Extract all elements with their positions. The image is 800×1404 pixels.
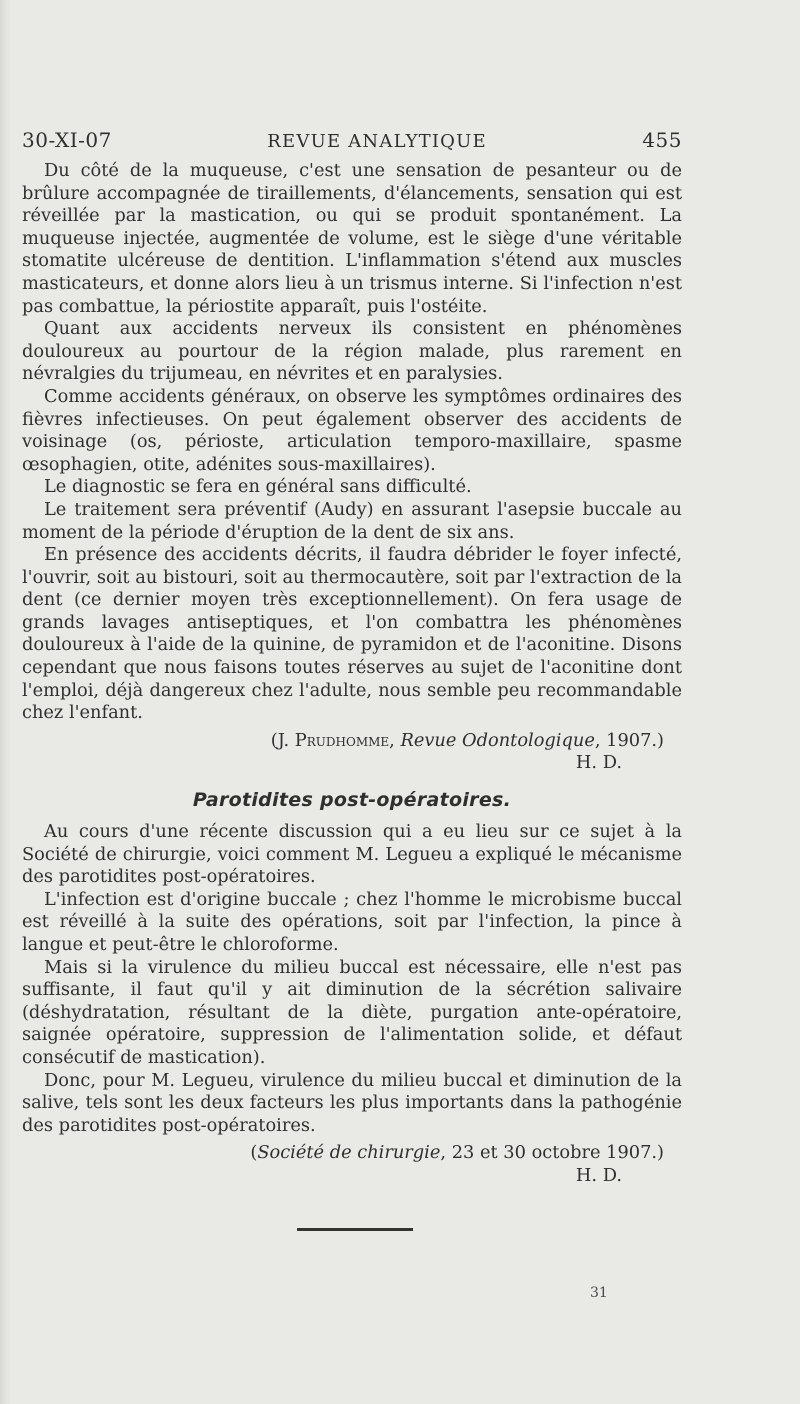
page-content xyxy=(22,128,682,1231)
article-2 xyxy=(22,821,682,1188)
author-initials: H. D. xyxy=(575,752,622,774)
paragraph: En présence des accidents décrits, il faudra débrider le foyer infecté, l'ouvrir, soit au bistouri, soit au thermocautère, soit par l'extraction de la dent (ce dernier moyen très exceptionnellement). On fera usage de grands lavages antiseptiques, et l'on combattra les phénomènes douloureux à l'aide de la quinine, de pyramidon et de l'aconitine. Disons cependant que nous faisons toutes réserves au sujet de l'aconitine dont l'emploi, déjà dangereux chez l'adulte, nous semble peu recommandable chez l'enfant. xyxy=(22,544,682,724)
paragraph: Le traitement sera préventif (Audy) en assurant l'asepsie buccale au moment de la période d'éruption de la dent de six ans. xyxy=(22,498,682,543)
page-edge xyxy=(0,0,10,1404)
article-1 xyxy=(22,160,682,775)
citation xyxy=(22,730,682,753)
citation-author: Prudhomme xyxy=(294,729,390,751)
paragraph: Du côté de la muqueuse, c'est une sensation de pesanteur ou de brûlure accompagnée de tiraillements, d'élancements, sensation qui est réveillée par la mastication, ou qui se produit spontanément. La muqueuse injectée, augmentée de volume, est le siège d'une véritable stomatite ulcéreuse de dentition. L'inflammation s'étend aux muscles masticateurs, et donne alors lieu à un trismus interne. Si l'infection n'est pas combattue, la périostite apparaît, puis l'ostéite. xyxy=(22,160,682,317)
paragraph: L'infection est d'origine buccale ; chez l'homme le microbisme buccal est réveillé à la suite des opérations, soit par l'infection, la pince à langue et peut-être le chloroforme. xyxy=(22,888,682,955)
citation-close: , 1907.) xyxy=(594,729,664,751)
citation-source: Revue Odontologique xyxy=(400,729,595,751)
paragraph: Au cours d'une récente discussion qui a eu lieu sur ce sujet à la Société de chirurgie, voici comment M. Legueu a expliqué le mécanisme des parotidites post-opératoires. xyxy=(22,821,682,888)
author-initials: H. D. xyxy=(575,1164,622,1186)
page-number: 455 xyxy=(642,128,682,152)
paragraph: Le diagnostic se fera en général sans difficulté. xyxy=(44,476,472,498)
end-rule xyxy=(297,1228,413,1231)
paragraph: Comme accidents généraux, on observe les symptômes ordinaires des fièvres infectieuses. On peut également observer des accidents de voisinage (os, périoste, articulation temporo-maxillaire, spasme œsophagien, otite, adénites sous-maxillaires). xyxy=(22,385,682,475)
paragraph: Mais si la virulence du milieu buccal est nécessaire, elle n'est pas suffisante, il faut qu'il y ait diminution de la sécrétion salivaire (déshydratation, résultant de la diète, purgation ante-opératoire, saignée opératoire, suppression de l'alimentation solide, et défaut consécutif de mastication). xyxy=(22,956,682,1068)
citation-close: , 23 et 30 octobre 1907.) xyxy=(440,1142,664,1164)
header-date: 30-XI-07 xyxy=(22,128,112,152)
citation-open: (J. xyxy=(270,729,295,751)
paragraph: Donc, pour M. Legueu, virulence du milieu buccal et diminution de la salive, tels sont les deux facteurs les plus importants dans la pathogénie des parotidites post-opératoires. xyxy=(22,1069,682,1136)
running-head xyxy=(22,128,682,152)
paragraph: Quant aux accidents nerveux ils consistent en phénomènes douloureux au pourtour de la région malade, plus rarement en névralgies du trijumeau, en névrites et en paralysies. xyxy=(22,318,682,385)
citation-open: ( xyxy=(250,1142,258,1164)
citation xyxy=(22,1142,682,1165)
signature-mark: 31 xyxy=(590,1285,608,1301)
citation-source: Société de chirurgie xyxy=(257,1142,441,1164)
section-heading: Parotidites post-opératoires. xyxy=(192,789,512,812)
citation-sep: , xyxy=(389,729,401,751)
header-title: REVUE ANALYTIQUE xyxy=(267,131,487,152)
